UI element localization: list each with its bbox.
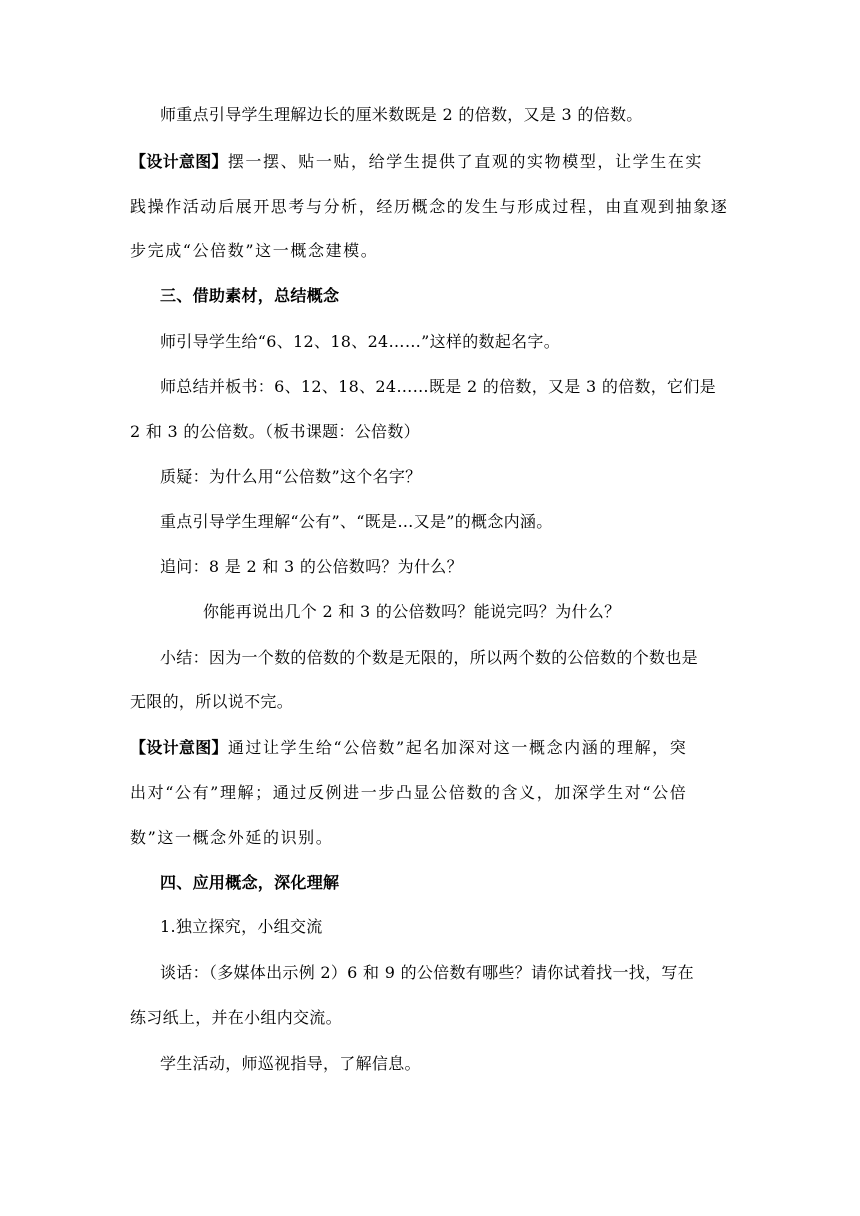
paragraph-line: 追问：8 是 2 和 3 的公倍数吗？为什么？ [160, 557, 463, 576]
paragraph-line: 摆一摆、贴一贴，给学生提供了直观的实物模型，让学生在实 [227, 152, 704, 171]
paragraph-line: 步完成“公倍数”这一概念建模。 [130, 241, 379, 260]
paragraph-line: 2 和 3 的公倍数。（板书课题：公倍数） [130, 422, 420, 441]
design-intent-paragraph [130, 738, 687, 758]
design-intent-label: 【设计意图】 [130, 738, 228, 757]
paragraph-line: 学生活动，师巡视指导，了解信息。 [160, 1054, 421, 1073]
paragraph-line: 出对“公有”理解；通过反例进一步凸显公倍数的含义，加深学生对“公倍 [130, 783, 688, 802]
paragraph-line: 通过让学生给“公倍数”起名加深对这一概念内涵的理解，突 [227, 738, 688, 757]
paragraph-line: 小结：因为一个数的倍数的个数是无限的，所以两个数的公倍数的个数也是 [160, 648, 698, 667]
paragraph-line: 重点引导学生理解“公有”、“既是…又是”的概念内涵。 [160, 512, 553, 531]
paragraph-line: 练习纸上，并在小组内交流。 [130, 1008, 342, 1027]
paragraph-line: 践操作活动后展开思考与分析，经历概念的发生与形成过程，由直观到抽象逐 [130, 197, 729, 216]
paragraph-line: 你能再说出几个 2 和 3 的公倍数吗？能说完吗？为什么？ [203, 602, 621, 621]
paragraph-line: 谈话：（多媒体出示例 2）6 和 9 的公倍数有哪些？请你试着找一找，写在 [160, 963, 694, 982]
subsection-heading: 1.独立探究，小组交流 [160, 917, 323, 936]
paragraph-line: 无限的，所以说不完。 [130, 692, 294, 711]
section-heading: 四、应用概念，深化理解 [160, 873, 340, 892]
design-intent-label: 【设计意图】 [130, 152, 228, 171]
section-heading: 三、借助素材，总结概念 [160, 286, 340, 305]
paragraph-line: 师引导学生给“6、12、18、24……”这样的数起名字。 [160, 332, 561, 351]
paragraph-line: 师重点引导学生理解边长的厘米数既是 2 的倍数，又是 3 的倍数。 [160, 105, 643, 124]
paragraph-line: 数”这一概念外延的识别。 [130, 828, 334, 847]
design-intent-paragraph [130, 152, 703, 172]
paragraph-line: 师总结并板书：6、12、18、24……既是 2 的倍数，又是 3 的倍数，它们是 [160, 377, 716, 396]
paragraph-line: 质疑：为什么用“公倍数”这个名字？ [160, 467, 422, 486]
